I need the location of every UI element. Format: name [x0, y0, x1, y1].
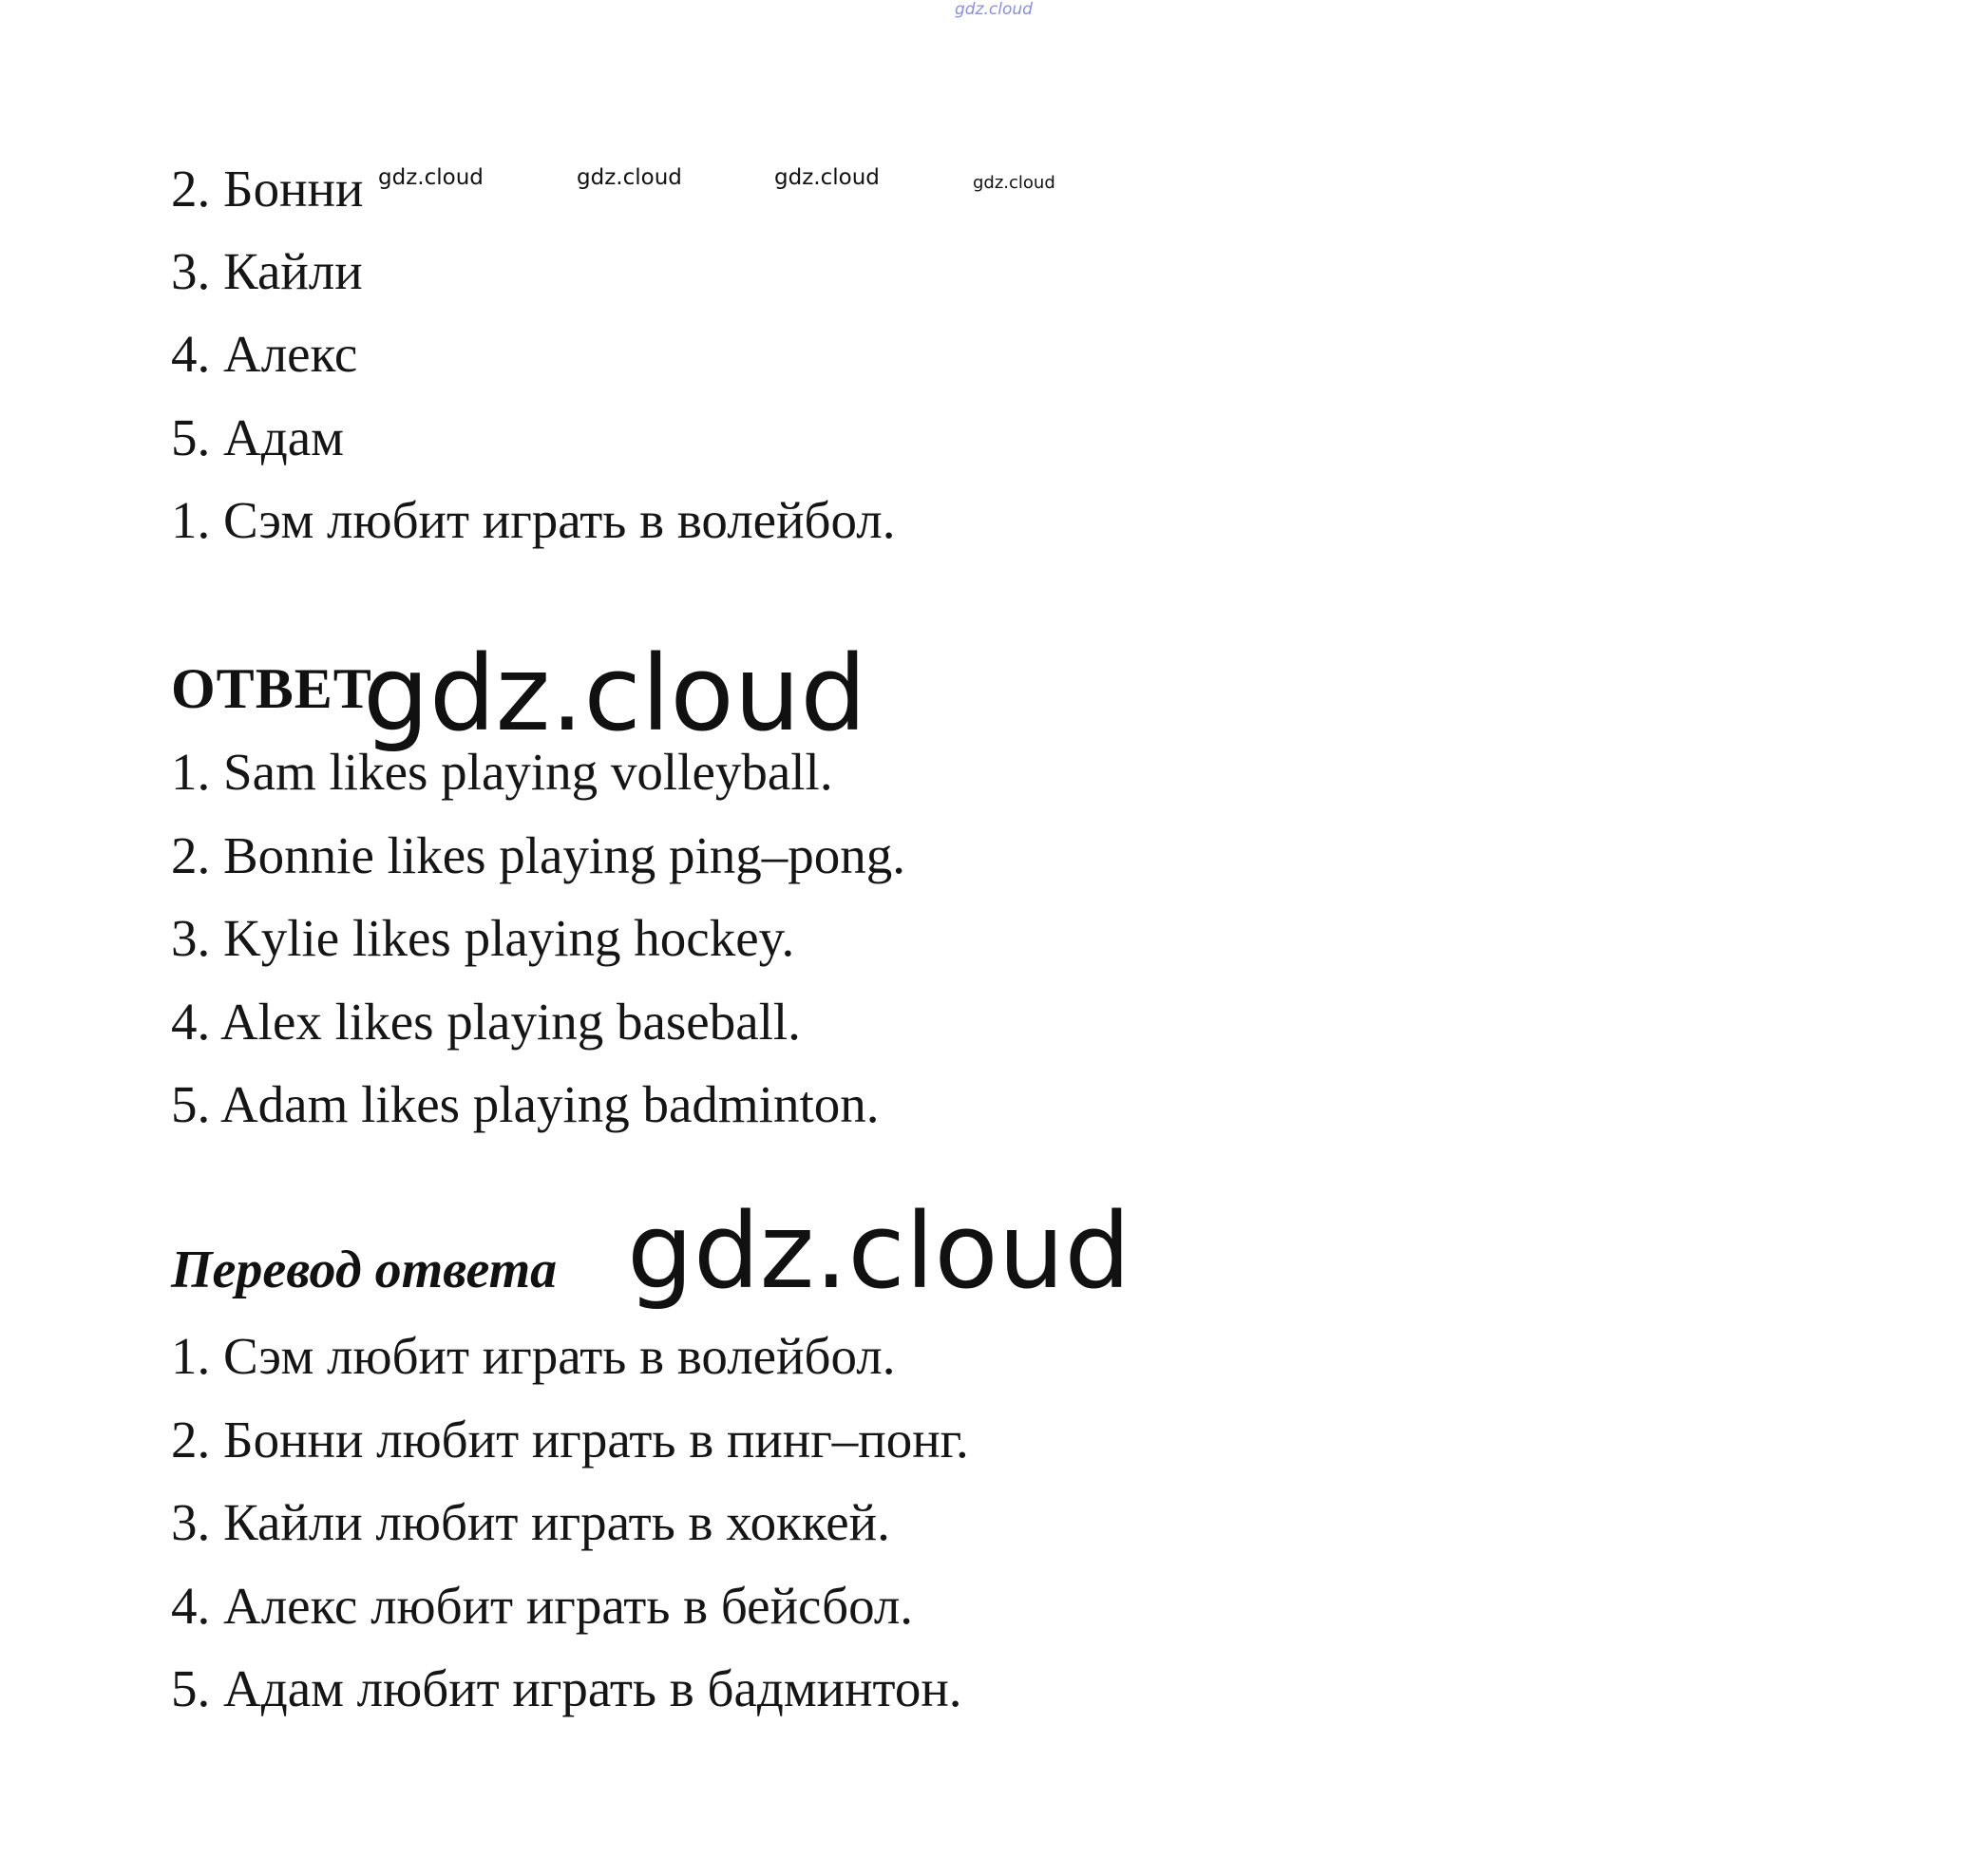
translation-line-1: 1. Сэм любит играть в волейбол. [171, 1327, 896, 1385]
answer-line-2: 2. Bonnie likes playing ping–pong. [171, 826, 906, 884]
watermark-small-3: gdz.cloud [774, 165, 880, 190]
watermark-large-2: gdz.cloud [627, 1190, 1131, 1312]
intro-line-5: 1. Сэм любит играть в волейбол. [171, 491, 896, 549]
translation-line-4: 4. Алекс любит играть в бейсбол. [171, 1577, 914, 1635]
answer-line-3: 3. Kylie likes playing hockey. [171, 909, 795, 967]
watermark-large-1: gdz.cloud [363, 633, 867, 754]
answer-line-1: 1. Sam likes playing volleyball. [171, 743, 833, 801]
translation-line-3: 3. Кайли любит играть в хоккей. [171, 1493, 890, 1551]
watermark-small-1: gdz.cloud [378, 165, 484, 190]
answer-heading: ОТВЕТ [171, 657, 372, 720]
intro-line-1: 2. Бонни [171, 160, 364, 218]
intro-line-4: 5. Адам [171, 408, 344, 466]
watermark-small-2: gdz.cloud [577, 165, 682, 190]
answer-line-4: 4. Alex likes playing baseball. [171, 993, 801, 1051]
intro-line-3: 4. Алекс [171, 325, 358, 383]
watermark-small-4: gdz.cloud [973, 173, 1055, 193]
answer-line-5: 5. Adam likes playing badminton. [171, 1075, 880, 1133]
watermark-top: gdz.cloud [955, 0, 1033, 19]
translation-heading: Перевод ответа [171, 1241, 558, 1299]
translation-line-2: 2. Бонни любит играть в пинг–понг. [171, 1411, 969, 1469]
translation-line-5: 5. Адам любит играть в бадминтон. [171, 1659, 962, 1717]
intro-line-2: 3. Кайли [171, 242, 363, 300]
